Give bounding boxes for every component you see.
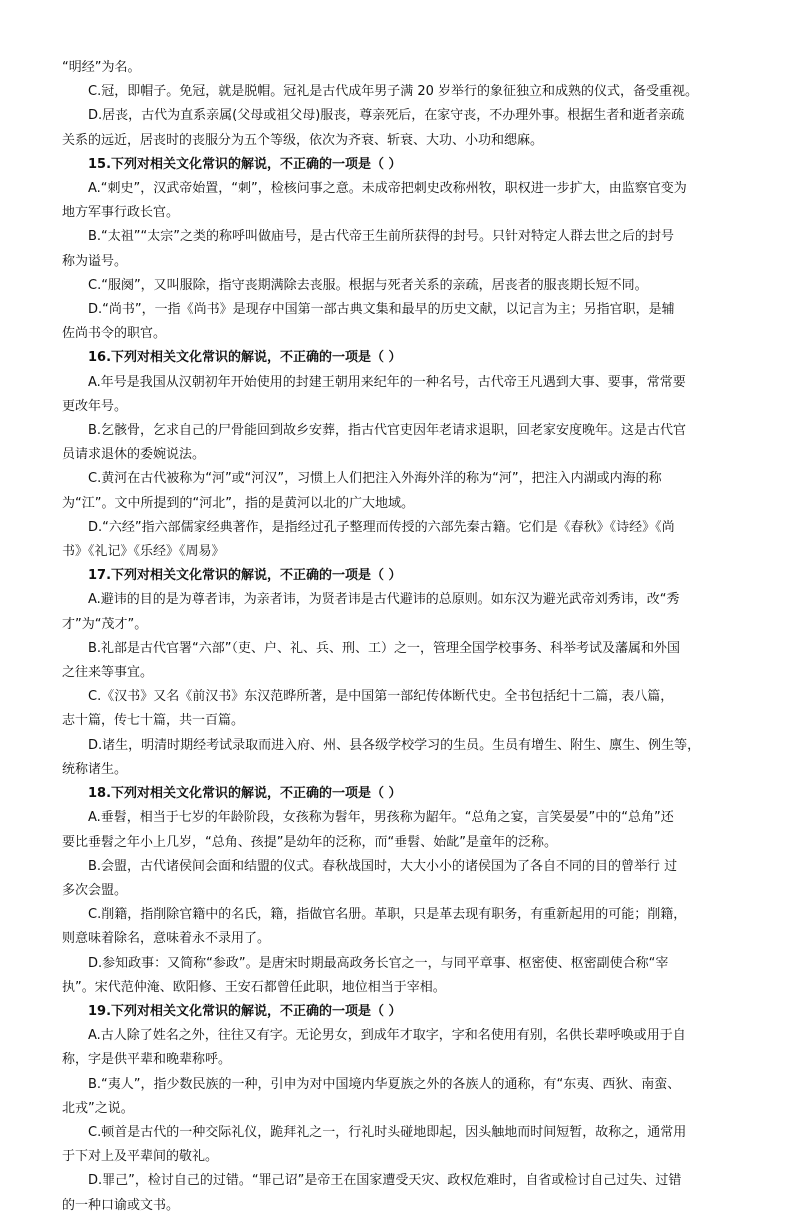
question-heading: 18.下列对相关文化常识的解说，不正确的一项是（ ） [88,786,402,802]
text-line: 地方军事行政长官。 [62,205,180,221]
text-line: 更改年号。 [62,398,128,414]
text-line: 则意味着除名，意味着永不录用了。 [62,931,271,947]
text-line: 关系的远近，居丧时的丧服分为五个等级，依次为齐衰、斩衰、大功、小功和缌麻。 [62,132,544,148]
document-page [62,56,738,1218]
text-line: 志十篇，传七十篇，共一百篇。 [62,713,245,729]
question-heading: 17.下列对相关文化常识的解说，不正确的一项是（ ） [88,568,402,584]
question-heading: 16.下列对相关文化常识的解说，不正确的一项是（ ） [88,350,402,366]
text-line: 才”为“茂才”。 [62,616,148,632]
text-line: 统称诸生。 [62,761,128,777]
text-line: B.礼部是古代官署“六部”（吏、户、礼、兵、刑、工）之一，管理全国学校事务、科举考试及藩属和外国 [88,640,681,656]
text-line: 执”。宋代范仲淹、欧阳修、王安石都曾任此职，地位相当于宰相。 [62,979,446,995]
text-line: B.乞骸骨，乞求自己的尸骨能回到故乡安葬，指古代官吏因年老请求退职，回老家安度晚年。这是古代官 [88,423,687,439]
text-line: A.垂髫，相当于七岁的年龄阶段，女孩称为髫年，男孩称为龆年。“总角之宴，言笑晏晏”中的“总角”还 [88,810,674,826]
text-line: C.冠，即帽子。免冠，就是脱帽。冠礼是古代成年男子满 20 岁举行的象征独立和成熟的仪式，备受重视。 [88,84,699,100]
text-line: A.“刺史”，汉武帝始置，“刺”，检核问事之意。未成帝把刺史改称州牧，职权进一步扩大，由监察官变为 [88,181,687,197]
text-line: D.参知政事：又简称“参政”。是唐宋时期最高政务长官之一，与同平章事、枢密使、枢密副使合称“宰 [88,955,669,971]
text-line: 称，字是供平辈和晚辈称呼。 [62,1052,232,1068]
question-heading: 15.下列对相关文化常识的解说，不正确的一项是（ ） [88,156,402,172]
text-line: D.罪己”，检讨自己的过错。“罪己诏”是帝王在国家遭受天灾、政权危难时，自省或检讨自己过失、过错 [88,1173,682,1189]
text-line: D.居丧，古代为直系亲属(父母或祖父母)服丧，尊亲死后，在家守丧，不办理外事。根据生者和逝者亲疏 [88,108,685,124]
text-line: B.会盟，古代诸侯间会面和结盟的仪式。春秋战国时，大大小小的诸侯国为了各自不同的目的曾举行 过 [88,858,678,874]
text-line: 员请求退休的委婉说法。 [62,447,206,463]
text-line: C.“服阕”，又叫服除，指守丧期满除去丧服。根据与死者关系的亲疏，居丧者的服丧期长短不同。 [88,277,648,293]
text-line: 之往来等事宜。 [62,665,154,681]
text-line: A.避讳的目的是为尊者讳，为亲者讳，为贤者讳是古代避讳的总原则。如东汉为避光武帝刘秀讳，改“秀 [88,592,680,608]
text-line: D.“尚书”，一指《尚书》是现存中国第一部古典文集和最早的历史文献，以记言为主；另指官职，是辅 [88,302,675,318]
text-line: A.古人除了姓名之外，往往又有字。无论男女，到成年才取字，字和名使用有别，名供长辈呼唤或用于自 [88,1028,686,1044]
text-line: 为“江”。文中所提到的“河北”，指的是黄河以北的广大地域。 [62,495,414,511]
question-heading: 19.下列对相关文化常识的解说，不正确的一项是（ ） [88,1003,402,1019]
text-line: 佐尚书令的职官。 [62,326,167,342]
text-line: 书》《礼记》《乐经》《周易》 [62,544,225,560]
text-line: C.削籍，指削除官籍中的名氏，籍，指做官名册。革职，只是革去现有职务，有重新起用的可能；削籍， [88,907,687,923]
text-line: C.黄河在古代被称为“河”或“河汉”，习惯上人们把注入外海外洋的称为“河”，把注入内湖或内海的称 [88,471,662,487]
text-line: B.“太祖”“太宗”之类的称呼叫做庙号，是古代帝王生前所获得的封号。只针对特定人群去世之后的封号 [88,229,674,245]
text-line: 北戎”之说。 [62,1100,134,1116]
text-line: B.“夷人”，指少数民族的一种，引申为对中国境内华夏族之外的各族人的通称，有“东夷、西狄、南蛮、 [88,1076,681,1092]
text-line: 于下对上及平辈间的敬礼。 [62,1149,219,1165]
text-line: 多次会盟。 [62,882,128,898]
text-line: A.年号是我国从汉朝初年开始使用的封建王朝用来纪年的一种名号，古代帝王凡遇到大事、要事，常常要 [88,374,686,390]
text-line: D.诸生，明清时期经考试录取而进入府、州、县各级学校学习的生员。生员有增生、附生、廪生、例生等， [88,737,701,753]
text-line: 称为谥号。 [62,253,128,269]
text-line: 要比垂髫之年小上几岁，“总角、孩提”是幼年的泛称，而“垂髫、始龀”是童年的泛称。 [62,834,557,850]
text-line: D.“六经”指六部儒家经典著作，是指经过孔子整理而传授的六部先秦古籍。它们是《春秋》《诗经》《尚 [88,519,675,535]
text-line: C.顿首是古代的一种交际礼仪，跪拜礼之一，行礼时头碰地即起，因头触地而时间短暂，故称之，通常用 [88,1124,687,1140]
text-line: 的一种口谕或文书。 [62,1197,180,1213]
text-line: C.《汉书》又名《前汉书》东汉范晔所著，是中国第一部纪传体断代史。全书包括纪十二篇，表八篇， [88,689,674,705]
text-line: “明经”为名。 [62,60,141,75]
